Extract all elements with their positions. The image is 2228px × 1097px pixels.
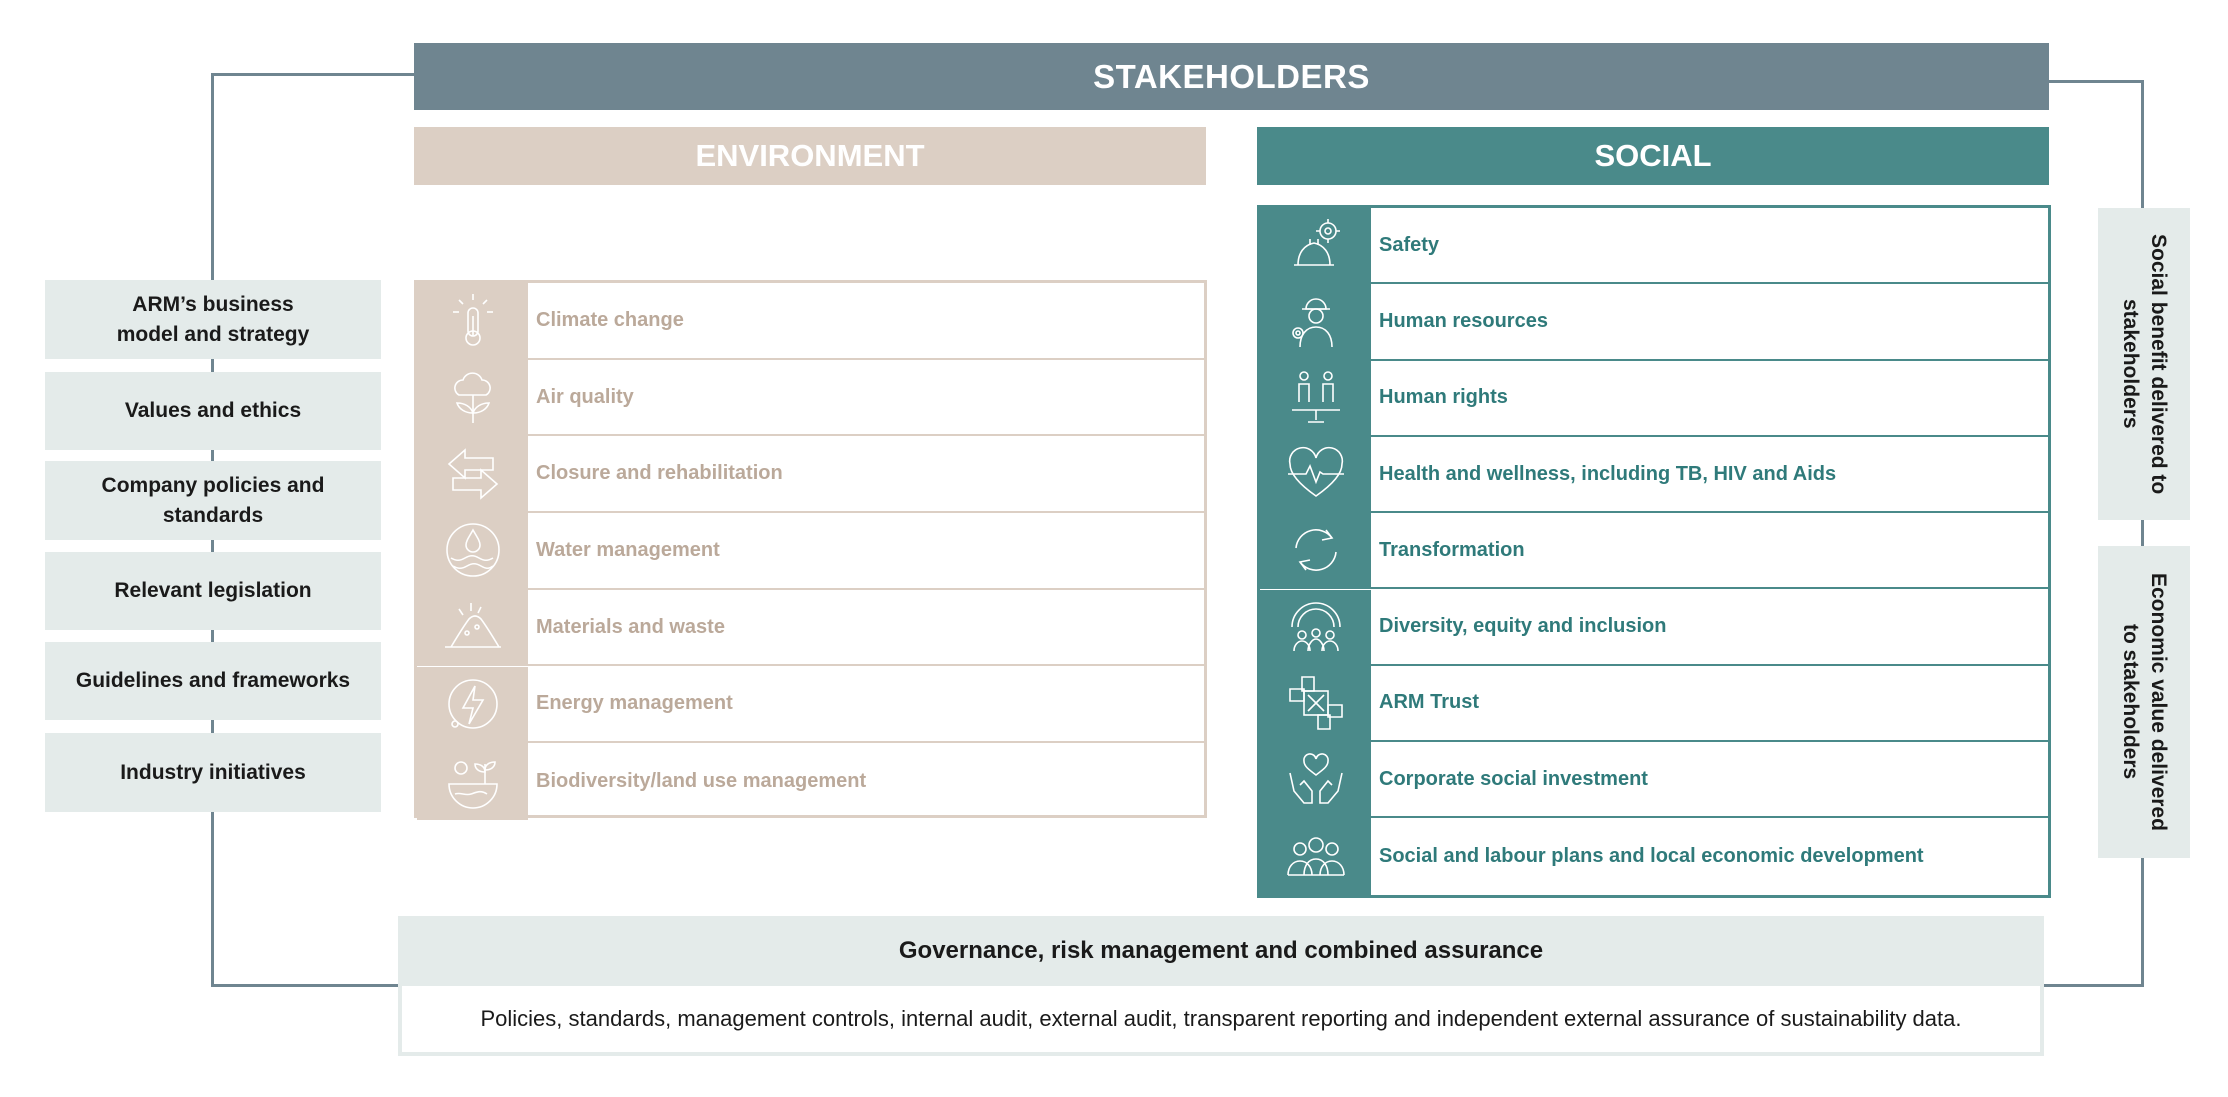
soc-row-health xyxy=(1260,437,2048,513)
env-row-water xyxy=(417,513,1204,590)
cloud-plant-icon xyxy=(417,360,528,435)
soc-row-transformation xyxy=(1260,513,2048,589)
stakeholders-banner: STAKEHOLDERS xyxy=(414,43,2049,110)
soc-row-rights xyxy=(1260,361,2048,437)
heartbeat-icon xyxy=(1260,437,1371,511)
lightning-bolt-icon xyxy=(417,667,528,742)
governance-title: Governance, risk management and combined assurance xyxy=(898,937,1544,964)
input-values-ethics: Values and ethics xyxy=(45,372,381,450)
env-label: Biodiversity/land use management xyxy=(536,770,867,793)
input-guidelines: Guidelines and frameworks xyxy=(45,642,381,720)
frame-line-bottom-right xyxy=(2041,984,2144,987)
worker-icon xyxy=(1260,284,1371,358)
social-label: Safety xyxy=(1379,233,1440,256)
soc-row-hr xyxy=(1260,284,2048,360)
output-social-benefit xyxy=(2098,208,2190,520)
social-label: Human rights xyxy=(1379,386,1508,409)
social-label: Diversity, equity and inclusion xyxy=(1379,615,1667,638)
joined-hands-icon xyxy=(1260,666,1371,740)
social-label: Transformation xyxy=(1379,538,1525,561)
soc-row-diversity xyxy=(1260,590,2048,666)
rainbow-people-icon xyxy=(1260,590,1371,664)
environment-table xyxy=(414,280,1207,818)
soc-row-labour xyxy=(1260,818,2048,894)
governance-description: Policies, standards, management controls, internal audit, external audit, transparent reporting and independent external assurance of sustainability data. xyxy=(402,986,2040,1052)
input-company-policies: Company policies and standards xyxy=(45,461,381,540)
env-label: Energy management xyxy=(536,692,733,715)
social-label: Social and labour plans and local economic development xyxy=(1379,845,1924,868)
community-icon xyxy=(1260,818,1371,894)
social-table xyxy=(1257,205,2051,898)
social-label: Human resources xyxy=(1379,309,1548,332)
governance-box xyxy=(398,916,2044,1056)
env-label: Climate change xyxy=(536,308,684,331)
hardhat-gear-icon xyxy=(1260,208,1371,282)
soc-row-csi xyxy=(1260,742,2048,818)
env-row-materials xyxy=(417,590,1204,667)
soc-row-trust xyxy=(1260,666,2048,742)
cycle-arrows-icon xyxy=(1260,513,1371,587)
output-social-benefit-label: Social benefit delivered to stakeholders xyxy=(2119,233,2170,495)
input-business-model: ARM’s business model and strategy xyxy=(45,280,381,359)
env-label: Water management xyxy=(536,538,720,561)
thermometer-sun-icon xyxy=(417,283,528,358)
waste-pile-icon xyxy=(417,590,528,665)
env-label: Air quality xyxy=(536,385,634,408)
globe-plant-icon xyxy=(417,743,528,820)
soc-row-safety xyxy=(1260,208,2048,284)
input-industry-initiatives: Industry initiatives xyxy=(45,733,381,812)
output-economic-value-label: Economic value delivered to stakeholders xyxy=(2119,573,2170,831)
env-label: Materials and waste xyxy=(536,615,725,638)
frame-line-top-left xyxy=(211,73,416,76)
hands-heart-icon xyxy=(1260,742,1371,816)
env-label: Closure and rehabilitation xyxy=(536,462,783,485)
balanced-people-icon xyxy=(1260,361,1371,435)
social-label: ARM Trust xyxy=(1379,691,1479,714)
env-row-biodiversity xyxy=(417,743,1204,820)
output-economic-value xyxy=(2098,546,2190,858)
frame-line-top-right xyxy=(2047,80,2144,83)
environment-header: ENVIRONMENT xyxy=(414,127,1206,185)
social-header: SOCIAL xyxy=(1257,127,2049,185)
env-row-climate xyxy=(417,283,1204,360)
water-drop-icon xyxy=(417,513,528,588)
input-legislation: Relevant legislation xyxy=(45,552,381,630)
social-label: Health and wellness, including TB, HIV and Aids xyxy=(1379,462,1837,485)
exchange-arrows-icon xyxy=(417,436,528,511)
env-row-closure xyxy=(417,436,1204,513)
social-label: Corporate social investment xyxy=(1379,767,1648,790)
frame-line-bottom-left xyxy=(211,984,401,987)
env-row-energy xyxy=(417,667,1204,744)
env-row-air xyxy=(417,360,1204,437)
